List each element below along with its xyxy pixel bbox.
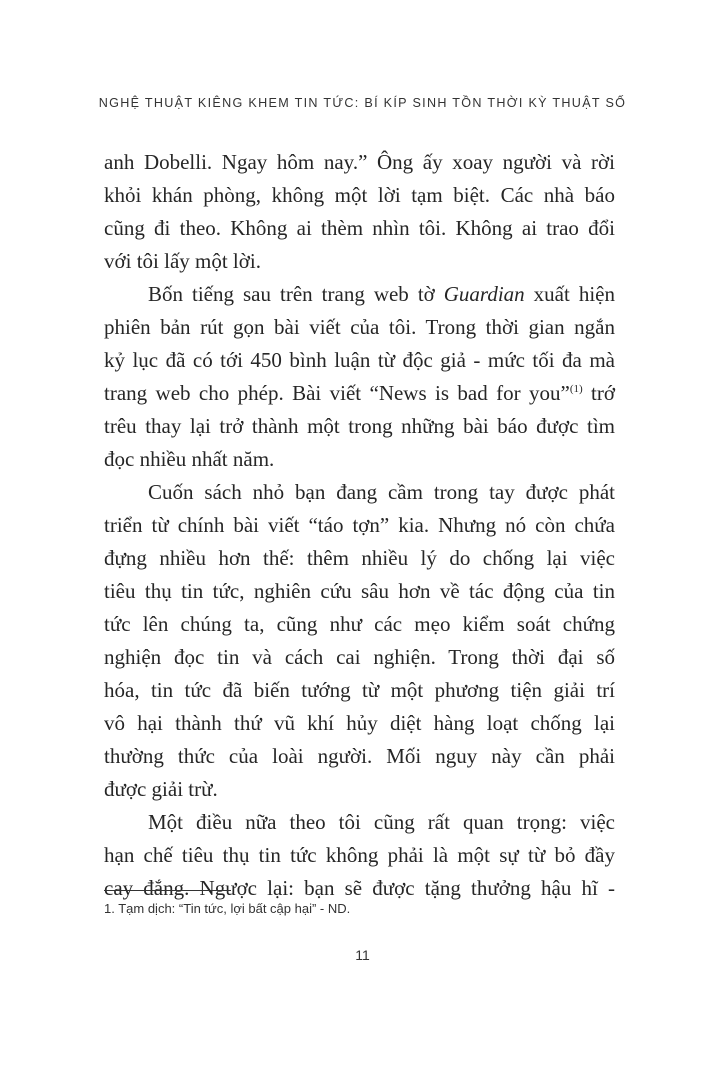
text-line: hóa, tin tức đã biến tướng từ một phương tiện giải trí (104, 678, 615, 702)
text-line: khỏi khán phòng, không một lời tạm biệt. Các nhà báo (104, 183, 615, 207)
body-text (104, 146, 615, 905)
text-fragment: xuất hiện (524, 282, 615, 306)
text-fragment: trang web cho phép. Bài viết “News is bad for you” (104, 381, 570, 405)
paragraph-3 (104, 476, 615, 806)
text-line: cũng đi theo. Không ai thèm nhìn tôi. Không ai trao đổi (104, 216, 615, 240)
text-line: Cuốn sách nhỏ bạn đang cầm trong tay được phát (148, 480, 615, 504)
text-line: kỷ lục đã có tới 450 bình luận từ độc giả - mức tối đa mà (104, 348, 615, 372)
text-line: anh Dobelli. Ngay hôm nay.” Ông ấy xoay người và rời (104, 150, 615, 174)
paragraph-2 (104, 278, 615, 476)
text-line: trêu thay lại trở thành một trong những bài báo được tìm (104, 414, 615, 438)
text-fragment: Bốn tiếng sau trên trang web tờ (148, 282, 444, 306)
text-line: Một điều nữa theo tôi cũng rất quan trọng: việc (148, 810, 615, 834)
text-line: vô hại thành thứ vũ khí hủy diệt hàng loạt chống lại (104, 711, 615, 735)
text-line: cay đắng. Ngược lại: bạn sẽ được tặng thưởng hậu hĩ - (104, 876, 615, 900)
running-header: NGHỆ THUẬT KIÊNG KHEM TIN TỨC: BÍ KÍP SINH TỒN THỜI KỲ THUẬT SỐ (98, 96, 627, 110)
text-line: nghiện đọc tin và cách cai nghiện. Trong thời đại số (104, 645, 615, 669)
text-line: triển từ chính bài viết “táo tợn” kia. Nhưng nó còn chứa (104, 513, 615, 537)
text-line: thường thức của loài người. Mối nguy này cần phải (104, 744, 615, 768)
text-line: tiêu thụ tin tức, nghiên cứu sâu hơn về tác động của tin (104, 579, 615, 603)
text-line: đọc nhiều nhất năm. (104, 447, 275, 471)
text-fragment: trớ (582, 381, 615, 405)
footnote: 1. Tạm dịch: “Tin tức, lợi bất cập hại” - ND. (104, 901, 351, 916)
text-line: được giải trừ. (104, 777, 218, 801)
publication-name: Guardian (443, 282, 525, 306)
paragraph-1 (104, 146, 615, 278)
text-line: tức lên chúng ta, cũng như các mẹo kiểm soát chứng (104, 612, 615, 636)
footnote-reference: (1) (569, 383, 583, 395)
text-line: với tôi lấy một lời. (104, 249, 261, 273)
text-line: hạn chế tiêu thụ tin tức không phải là một sự từ bỏ đầy (104, 843, 615, 867)
text-line (104, 278, 615, 311)
page-number: 11 (355, 947, 370, 963)
footnote-divider (104, 890, 231, 891)
text-line: phiên bản rút gọn bài viết của tôi. Trong thời gian ngắn (104, 315, 615, 339)
text-line (104, 377, 615, 410)
text-line: đựng nhiều hơn thế: thêm nhiều lý do chống lại việc (104, 546, 615, 570)
